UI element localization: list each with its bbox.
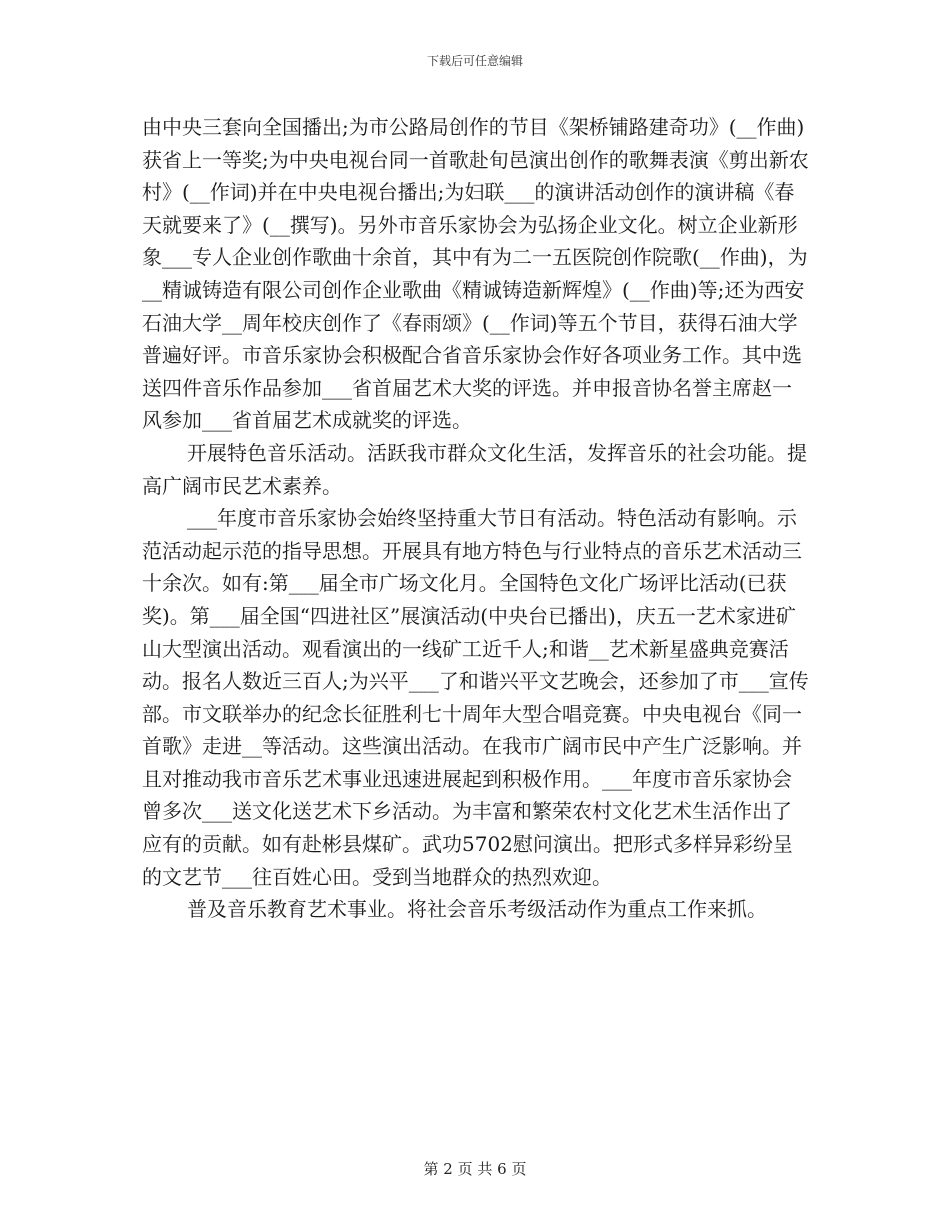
page-number: 第 2 页 共 6 页 bbox=[423, 1160, 527, 1178]
paragraph-music-education: 普及音乐教育艺术事业。将社会音乐考级活动作为重点工作来抓。 bbox=[187, 897, 767, 922]
paragraph-special-activities: 开展特色音乐活动。活跃我市群众文化生活，发挥音乐的社会功能。提高广阔市民艺术素养。 bbox=[142, 440, 807, 498]
page-header: 下载后可任意编辑 bbox=[426, 54, 523, 68]
paragraph-annual-activities: ___年度市音乐家协会始终坚持重大节日有活动。特色活动有影响。示范活动起示范的指导思想。开展具有地方特色与行业特点的音乐艺术活动三十余次。如有:第___届全市广场文化月。全国特色文化广场评比活动(已获奖)。第___届全国“四进社区”展演活动(中央台已播出)，庆五一艺术家进矿山大型演出活动。观看演出的一线矿工近千人;和谐__艺术新星盛典竞赛活动。报名人数近三百人;为兴平___了和谐兴平文艺晚会，还参加了市___宣传部。市文联举办的纪念长征胜利七十周年大型合唱竞赛。中央电视台《同一首歌》走进__等活动。这些演出活动。在我市广阔市民中产生广泛影响。并且对推动我市音乐艺术事业迅速进展起到积极作用。___年度市音乐家协会曾多次___送文化送艺术下乡活动。为丰富和繁荣农村文化艺术生活作出了应有的贡献。如有赴彬县煤矿。武功5702慰问演出。把形式多样异彩纷呈的文艺节___往百姓心田。受到当地群众的热烈欢迎。 bbox=[142, 506, 809, 889]
document-body bbox=[142, 111, 810, 926]
paragraph-continued: 由中央三套向全国播出;为市公路局创作的节目《架桥铺路建奇功》(__作曲)获省上一等奖;为中央电视台同一首歌赴旬邑演出创作的歌舞表演《剪出新农村》(__作词)并在中央电视台播出;为妇联___的演讲活动创作的演讲稿《春天就要来了》(__撰写)。另外市音乐家协会为弘扬企业文化。树立企业新形象___专人企业创作歌曲十余首，其中有为二一五医院创作院歌(__作曲)，为__精诚铸造有限公司创作企业歌曲《精诚铸造新辉煌》(__作曲)等;还为西安石油大学__周年校庆创作了《春雨颂》(__作词)等五个节目，获得石油大学普遍好评。市音乐家协会积极配合省音乐家协会作好各项业务工作。其中选送四件音乐作品参加___省首届艺术大奖的评选。并申报音协名誉主席赵一风参加___省首届艺术成就奖的评选。 bbox=[142, 115, 809, 433]
